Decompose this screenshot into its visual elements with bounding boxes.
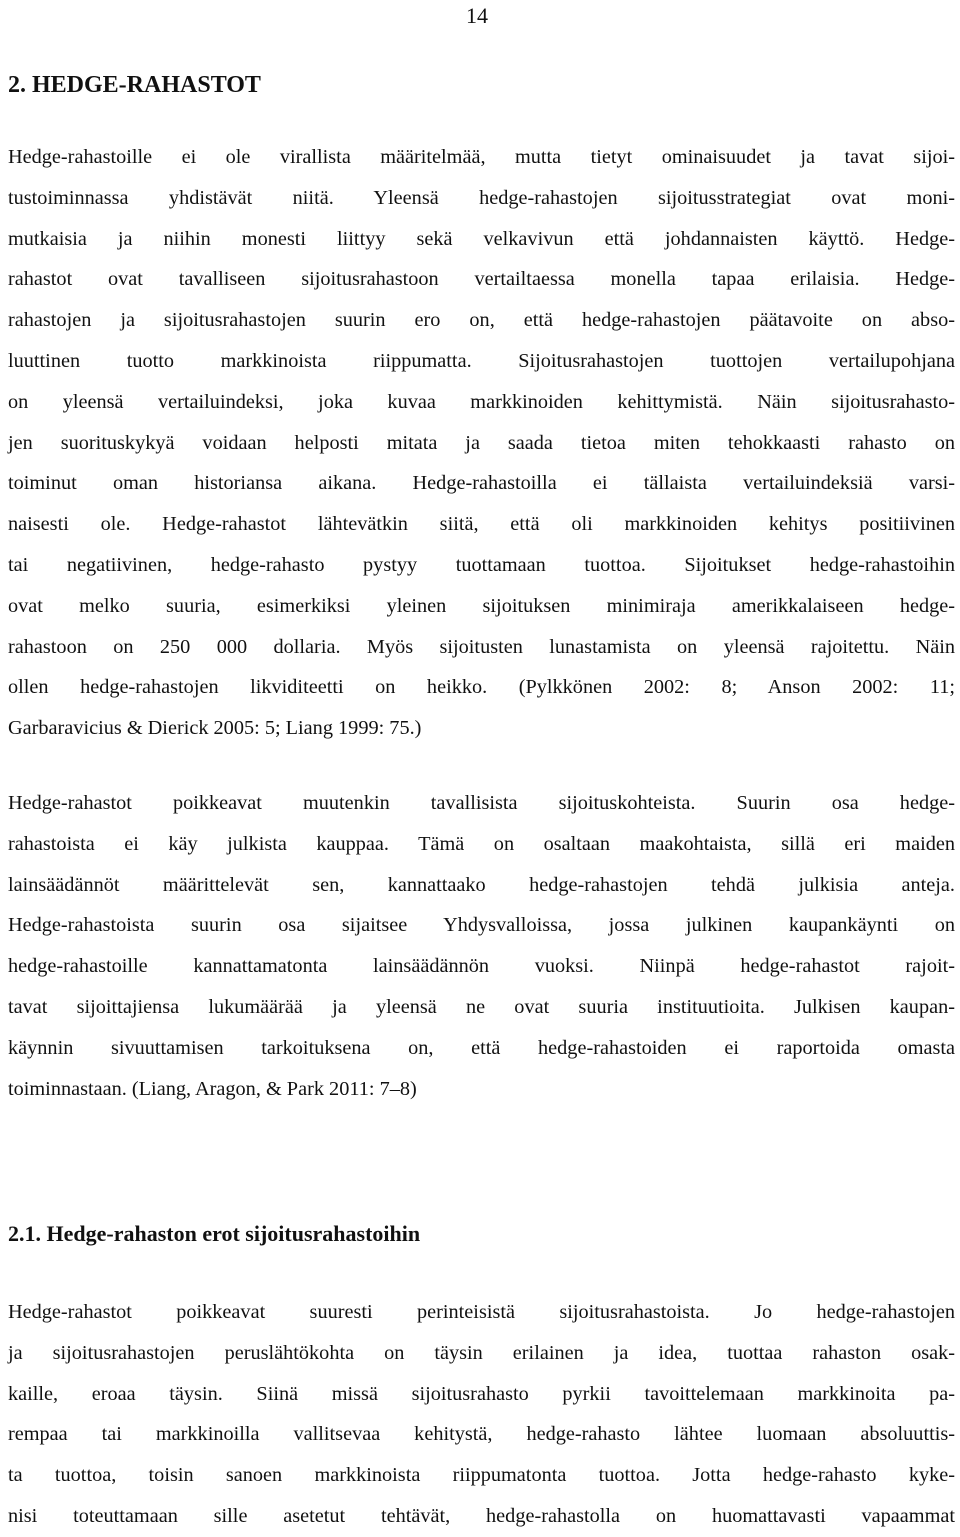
text-line: rahastot ovat tavalliseen sijoitusrahastoon vertailtaessa monella tapaa erilaisia. Hedge- <box>8 268 955 291</box>
text-line: lainsäädännöt määrittelevät sen, kannattaako hedge-rahastojen tehdä julkisia anteja. <box>8 873 955 896</box>
text-line: rahastoista ei käy julkista kauppaa. Tämä on osaltaan maakohtaista, sillä eri maiden <box>8 832 955 855</box>
paragraph-public-trading <box>8 783 955 1109</box>
text-line: mutkaisia ja niihin monesti liittyy sekä velkavivun että johdannaisten käyttö. Hedge- <box>8 227 955 250</box>
text-line: ovat melko suuria, esimerkiksi yleinen sijoituksen minimiraja amerikkalaiseen hedge- <box>8 594 955 617</box>
text-line: rahastoon on 250 000 dollaria. Myös sijoitusten lunastamista on yleensä rajoitettu. Näin <box>8 635 955 658</box>
text-line: naisesti ole. Hedge-rahastot lähtevätkin siitä, että oli markkinoiden kehitys positiivinen <box>8 513 955 536</box>
text-line: rahastojen ja sijoitusrahastojen suurin ero on, että hedge-rahastojen päätavoite on abso- <box>8 309 955 332</box>
text-line: tavat sijoittajiensa lukumäärää ja yleensä ne ovat suuria instituutioita. Julkisen kaupan- <box>8 995 955 1018</box>
paragraph-differences <box>8 1292 955 1537</box>
text-line: ta tuottoa, toisin sanoen markkinoista riippumatonta tuottoa. Jotta hedge-rahasto kyke- <box>8 1464 955 1487</box>
text-line: hedge-rahastoille kannattamatonta lainsäädännön vuoksi. Niinpä hedge-rahastot rajoit- <box>8 955 955 978</box>
text-line: nisi toteuttamaan sille asetetut tehtävät, hedge-rahastolla on huomattavasti vapaammat <box>8 1504 955 1527</box>
text-line: on yleensä vertailuindeksi, joka kuvaa markkinoiden kehittymistä. Näin sijoitusrahasto- <box>8 390 955 413</box>
subsection-heading: 2.1. Hedge-rahaston erot sijoitusrahastoihin <box>8 1221 421 1246</box>
text-line: kaille, eroaa täysin. Siinä missä sijoitusrahasto pyrkii tavoittelemaan markkinoita pa- <box>8 1382 955 1405</box>
text-line: Hedge-rahastot poikkeavat suuresti perinteisistä sijoitusrahastoista. Jo hedge-rahastojen <box>8 1301 955 1323</box>
page-number: 14 <box>466 3 488 28</box>
text-line: Hedge-rahastoille ei ole virallista määritelmää, mutta tietyt ominaisuudet ja tavat sijoi- <box>8 146 955 168</box>
text-line: käynnin sivuuttamisen tarkoituksena on, että hedge-rahastoiden ei raportoida omasta <box>8 1036 955 1059</box>
text-line: luuttinen tuotto markkinoista riippumatta. Sijoitusrahastojen tuottojen vertailupohjana <box>8 349 955 372</box>
text-line: toiminut oman historiansa aikana. Hedge-rahastoilla ei tällaista vertailuindeksiä varsi- <box>8 472 955 495</box>
text-line: tustoiminnassa yhdistävät niitä. Yleensä hedge-rahastojen sijoitusstrategiat ovat moni- <box>8 186 955 209</box>
text-line: toiminnastaan. (Liang, Aragon, & Park 2011: 7–8) <box>8 1077 417 1100</box>
text-line: ja sijoitusrahastojen peruslähtökohta on täysin erilainen ja idea, tuottaa rahaston osak- <box>8 1341 955 1364</box>
text-line: jen suorituskykyä voidaan helposti mitata ja saada tietoa miten tehokkaasti rahasto on <box>8 431 955 454</box>
text-line: rempaa tai markkinoilla vallitsevaa kehitystä, hedge-rahasto lähtee luomaan absoluuttis- <box>8 1423 955 1446</box>
text-line: Hedge-rahastoista suurin osa sijaitsee Yhdysvalloissa, jossa julkinen kaupankäynti on <box>8 914 955 937</box>
text-line: Garbaravicius & Dierick 2005: 5; Liang 1999: 75.) <box>8 717 422 740</box>
text-line: tai negatiivinen, hedge-rahasto pystyy tuottamaan tuottoa. Sijoitukset hedge-rahastoihin <box>8 553 955 576</box>
text-line: Hedge-rahastot poikkeavat muutenkin tavallisista sijoituskohteista. Suurin osa hedge- <box>8 792 955 814</box>
paragraph-hedge-definition <box>8 137 955 749</box>
text-line: ollen hedge-rahastojen likviditeetti on heikko. (Pylkkönen 2002: 8; Anson 2002: 11; <box>8 676 955 699</box>
section-heading: 2. HEDGE-RAHASTOT <box>8 72 261 98</box>
